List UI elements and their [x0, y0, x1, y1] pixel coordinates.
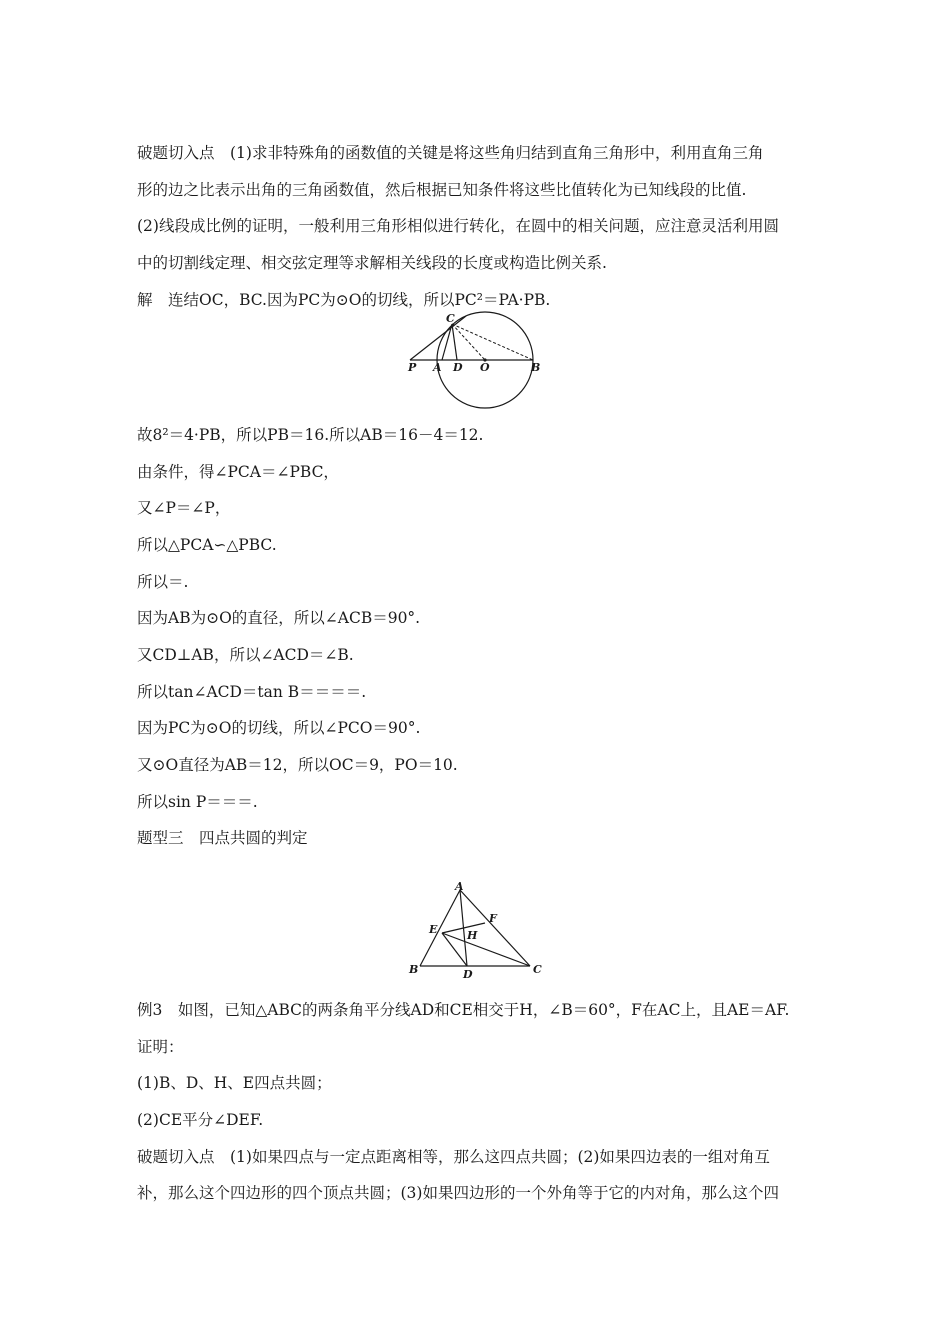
- text-line: (2)线段成比例的证明，一般利用三角形相似进行转化，在圆中的相关问题，应注意灵活利用圆: [137, 217, 779, 235]
- text-line: 所以sin P＝＝＝.: [137, 793, 258, 811]
- text-line: 所以tan∠ACD＝tan B＝＝＝＝.: [137, 683, 367, 701]
- text-line: 又∠P＝∠P，: [137, 499, 231, 517]
- text-line: 因为AB为⊙O的直径，所以∠ACB＝90°.: [137, 609, 421, 627]
- circle-tangent-figure: [400, 308, 550, 410]
- text-line: 又CD⊥AB，所以∠ACD＝∠B.: [137, 646, 354, 664]
- text-line: 补，那么这个四边形的四个顶点共圆；(3)如果四边形的一个外角等于它的内对角，那么这个四: [137, 1184, 779, 1202]
- text-line: 例3 如图，已知△ABC的两条角平分线AD和CE相交于H，∠B＝60°，F在AC上，且AE＝AF.: [137, 1001, 790, 1019]
- text-line: 由条件，得∠PCA＝∠PBC，: [137, 463, 339, 481]
- triangle-figure: [400, 876, 550, 982]
- fig1-label: O: [480, 361, 490, 374]
- text-line: 因为PC为⊙O的切线，所以∠PCO＝90°.: [137, 719, 421, 737]
- fig2-label: B: [409, 963, 419, 976]
- text-line: 破题切入点 (1)求非特殊角的函数值的关键是将这些角归结到直角三角形中，利用直角三角: [137, 144, 764, 162]
- text-line: 形的边之比表示出角的三角函数值，然后根据已知条件将这些比值转化为已知线段的比值.: [137, 181, 747, 199]
- fig2-label: D: [463, 968, 473, 981]
- fig2-label: C: [533, 963, 542, 976]
- fig1-label: A: [433, 361, 442, 374]
- text-line: 又⊙O直径为AB＝12，所以OC＝9，PO＝10.: [137, 756, 458, 774]
- fig2-label: F: [489, 912, 497, 925]
- text-line: 故8²＝4·PB，所以PB＝16.所以AB＝16－4＝12.: [137, 426, 484, 444]
- fig2-label: A: [455, 880, 464, 893]
- text-line: 破题切入点 (1)如果四点与一定点距离相等，那么这四点共圆；(2)如果四边表的一组对角互: [137, 1148, 770, 1166]
- fig2-label: E: [429, 923, 438, 936]
- fig1-label: D: [453, 361, 463, 374]
- text-line: (1)B、D、H、E四点共圆；: [137, 1074, 332, 1092]
- text-line: 解 连结OC，BC.因为PC为⊙O的切线，所以PC²＝PA·PB.: [137, 291, 551, 309]
- text-line: 所以△PCA∽△PBC.: [137, 536, 277, 554]
- section-heading: 题型三 四点共圆的判定: [137, 829, 308, 847]
- fig1-label: P: [408, 361, 417, 374]
- text-line: 证明：: [137, 1038, 184, 1056]
- text-line: 中的切割线定理、相交弦定理等求解相关线段的长度或构造比例关系.: [137, 254, 607, 272]
- text-line: (2)CE平分∠DEF.: [137, 1111, 264, 1129]
- fig2-label: H: [467, 929, 478, 942]
- text-line: 所以＝.: [137, 573, 189, 591]
- fig1-label: B: [531, 361, 541, 374]
- fig1-label: C: [446, 312, 455, 325]
